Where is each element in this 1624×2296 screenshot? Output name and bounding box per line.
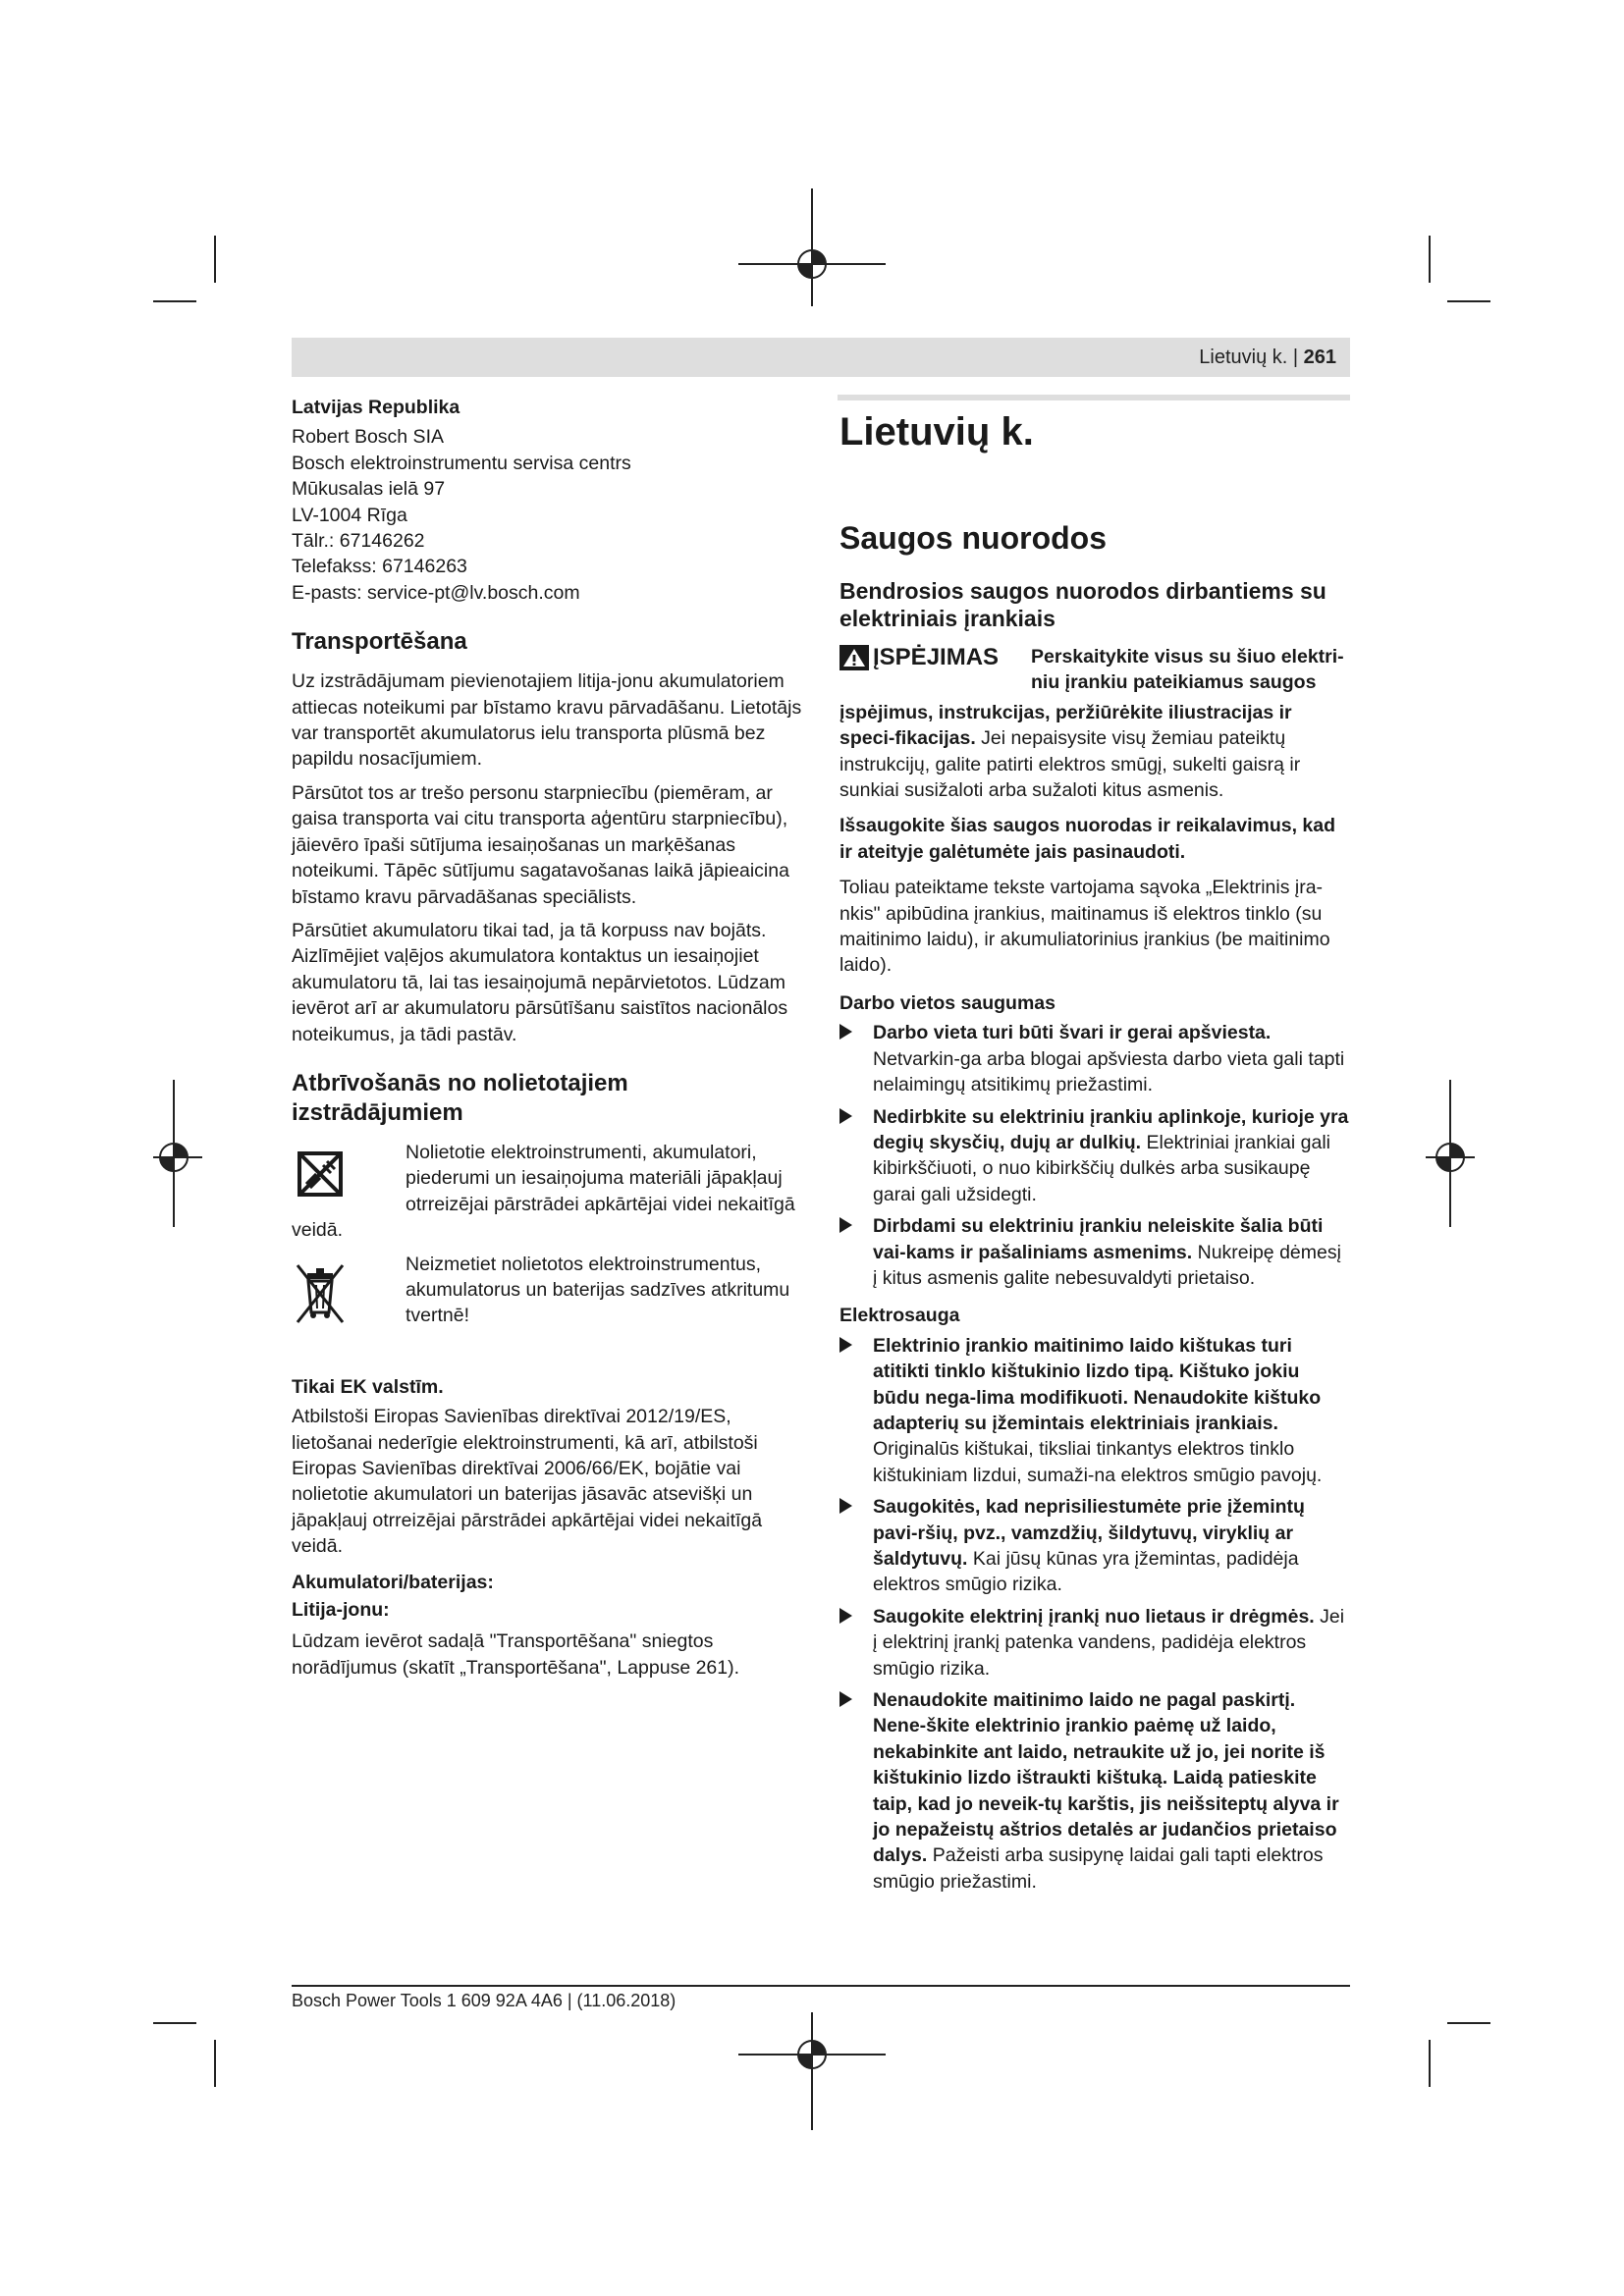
right-column (839, 400, 1350, 1895)
header-text: Lietuvių k. | 261 (1199, 347, 1336, 368)
crop-mark (214, 236, 216, 283)
battery-title: Akumulatori/baterijas: (292, 1571, 494, 1593)
eu-title: Tikai EK valstīm. (292, 1375, 444, 1398)
page-header (292, 338, 1350, 377)
page-footer: Bosch Power Tools 1 609 92A 4A6 | (11.06.2018) (292, 1991, 677, 2010)
address-line: Tālr.: 67146262 (292, 530, 425, 553)
disposal-text-2: Neizmetiet nolietotos elektroinstrumentus, akumulatorus un baterijas sadzīves atkritumu tvertnē! (406, 1253, 790, 1327)
left-column (292, 395, 802, 1681)
warning-bold-a: Perskaitykite visus su šiuo elektri-niu įrankiu pateikiamus saugos (1031, 646, 1344, 694)
bullet-arrow-icon (839, 1691, 852, 1707)
address-block (292, 424, 802, 606)
safety-heading: Saugos nuorodos (839, 520, 1107, 556)
crop-mark (214, 2040, 216, 2087)
transport-paragraph-2: Pārsūtot tos ar trešo personu starpniecību (piemēram, ar gaisa transporta vai citu transporta aģentūru starpniecību), jāievēro īpaši sūtījuma iesaiņošanas un marķēšanas noteikumi. Tāpēc sūtījumu sagatavošanas laikā jāpieaicina bīstamo kravu pārvadāšanas speciālists. (292, 781, 789, 908)
work-area-heading: Darbo vietos saugumas (839, 991, 1056, 1014)
crossed-out-bin-icon (292, 1259, 349, 1328)
liion-text: Lūdzam ievērot sadaļā "Transportēšana" sniegtos norādījumus (skatīt „Transportēšana", Lappuse 261). (292, 1630, 740, 1679)
list-item: Nedirbkite su elektriniu įrankiu aplinkoje, kurioje yra degių skysčių, dujų ar dulkių. Elektriniai įrankiai gali kibirkščiuoti, o nuo kibirkščių dulkės arba susikaupę garai gali užsidegti. (839, 1104, 1350, 1208)
bullet-arrow-icon (839, 1608, 852, 1624)
page-number: 261 (1303, 347, 1336, 368)
term-definition: Toliau pateiktame tekste vartojama sąvoka „Elektrinis įra-nkis" apibūdina įrankius, maitinamus iš elektros tinklo (su maitinimo laidu), ir akumuliatorinius įrankius (be maitinimo laido). (839, 877, 1330, 977)
keep-instructions: Išsaugokite šias saugos nuorodas ir reikalavimus, kad ir ateityje galėtumėte jais pasinaudoti. (839, 815, 1336, 863)
crop-mark (153, 2022, 196, 2024)
list-item: Darbo vieta turi būti švari ir gerai apšviesta. Netvarkin-ga arba blogai apšviesta darbo vieta gali tapti nelaimingų atsitikimų priežastimi. (839, 1020, 1350, 1097)
warning-label (839, 644, 1031, 671)
crop-mark (1447, 2022, 1490, 2024)
disposal-text-1-end: veidā. (292, 1219, 344, 1242)
transport-paragraph-1: Uz izstrādājumam pievienotajiem litija-jonu akumulatoriem attiecas noteikumi par bīstamo kravu pārvadāšanu. Lietotājs var transportēt akumulatorus ielu transporta plūsmā bez papildu nosacījumiem. (292, 670, 802, 771)
warning-normal: Jei nepaisysite visų žemiau pateiktų instrukcijų, galite patirti elektros smūgį, sukelti gaisrą ir sunkiai susižaloti arba sužaloti kitus asmenis. (839, 727, 1301, 802)
list-item: Saugokitės, kad neprisiliestumėte prie įžemintų pavi-ršių, pvz., vamzdžių, šildytuvų, viryklių ar šaldytuvų. Kai jūsų kūnas yra įžemintas, padidėja elektros smūgio rizika. (839, 1494, 1350, 1598)
address-line: Telefakss: 67146263 (292, 556, 467, 578)
registration-target-icon (792, 2035, 832, 2074)
warning-bold-b: įspėjimus, instrukcijas, peržiūrėkite iliustracijas ir speci-fikacijas. (839, 701, 1292, 750)
address-line: LV-1004 Rīga (292, 504, 407, 526)
transport-paragraph-3: Pārsūtiet akumulatoru tikai tad, ja tā korpuss nav bojāts. Aizlīmējiet vaļējos akumulatora kontaktus un iesaiņojiet akumulatoru tā, lai tas iesaiņojumā nepārvietotos. Lūdzam ievērot arī ar akumulatoru pārsūtīšanu saistītos nacionālos noteikumus, ja tādi pastāv. (292, 919, 788, 1045)
bullet-arrow-icon (839, 1024, 852, 1040)
list-item: Nenaudokite maitinimo laido ne pagal paskirtį. Nene-škite elektrinio įrankio paėmę už laido, nekabinkite ant laido, netraukite už jo, jei norite iš kištukinio lizdo ištraukti kištuką. Laidą patieskite taip, kad jo neveik-tų karštis, jis neišsiteptų alyva ir jo nepažeistų aštrios detalės ar judančios prietaiso dalys. Pažeisti arba susipynę laidai gali tapti elektros smūgio priežastimi. (839, 1687, 1350, 1895)
disposal-item-2 (292, 1252, 802, 1329)
bullet-arrow-icon (839, 1337, 852, 1353)
list-item: Dirbdami su elektriniu įrankiu neleiskite šalia būti vai-kams ir pašaliniams asmenims. Nukreipę dėmesį į kitus asmenis galite nebesuvaldyti prietaiso. (839, 1213, 1350, 1291)
address-line: Bosch elektroinstrumentu servisa centrs (292, 452, 631, 474)
address-line: E-pasts: service-pt@lv.bosch.com (292, 581, 580, 604)
crop-mark (1447, 300, 1490, 302)
bullet-arrow-icon (839, 1217, 852, 1233)
warning-triangle-icon (839, 645, 869, 670)
warning-text (839, 700, 1350, 804)
header-section: Lietuvių k. (1199, 347, 1288, 368)
recycling-box-icon (292, 1146, 349, 1202)
crop-mark (1429, 236, 1431, 283)
footer-rule (292, 1985, 1350, 1987)
address-line: Robert Bosch SIA (292, 426, 444, 449)
address-line: Mūkusalas ielā 97 (292, 478, 446, 501)
disposal-item-1 (292, 1140, 802, 1217)
electrical-safety-heading: Elektrosauga (839, 1305, 960, 1327)
registration-target-icon (792, 244, 832, 284)
language-title: Lietuvių k. (839, 410, 1034, 454)
bullet-arrow-icon (839, 1498, 852, 1514)
disposal-text-1: Nolietotie elektroinstrumenti, akumulatori, piederumi un iesaiņojuma materiāli jāpakļauj otrreizējai pārstrādei apkārtējai videi nekaitīgā (406, 1141, 795, 1215)
eu-text: Atbilstoši Eiropas Savienības direktīvai 2012/19/ES, lietošanai nederīgie elektroinstrumenti, kā arī, atbilstoši Eiropas Savienības direktīvai 2006/66/EK, bojātie vai nolietotie akumulatori un baterijas jāsavāc atsevišķi un jāpakļauj otrreizējai pārstrādei apkārtējai videi nekaitīgā veidā. (292, 1406, 763, 1558)
liion-title: Litija-jonu: (292, 1599, 390, 1622)
list-item: Saugokite elektrinį įrankį nuo lietaus ir drėgmės. Jei į elektrinį įrankį patenka vandens, padidėja elektros smūgio rizika. (839, 1604, 1350, 1682)
transport-heading: Transportēšana (292, 628, 467, 656)
crop-mark (1429, 2040, 1431, 2087)
registration-target-icon (154, 1138, 193, 1177)
list-item: Elektrinio įrankio maitinimo laido kištukas turi atitikti tinklo kištukinio lizdo tipą. Kištuko jokiu būdu nega-lima modifikuoti. Nenaudokite kištuko adapterių su įžemintais elektriniais įrankiais. Originalūs kištukai, tiksliai tinkantys elektros tinklo kištukiniam lizdui, sumaži-na elektros smūgio pavojų. (839, 1333, 1350, 1488)
crop-mark (153, 300, 196, 302)
general-safety-heading: Bendrosios saugos nuorodos dirbantiems su elektriniais įrankiais (839, 578, 1326, 631)
registration-target-icon (1431, 1138, 1470, 1177)
warning-block (839, 644, 1350, 696)
address-title: Latvijas Republika (292, 397, 460, 418)
bullet-arrow-icon (839, 1108, 852, 1124)
warning-word: ĮSPĖJIMAS (873, 644, 1000, 670)
disposal-heading: Atbrīvošanās no nolietotajiem izstrādājumiem (292, 1069, 628, 1126)
